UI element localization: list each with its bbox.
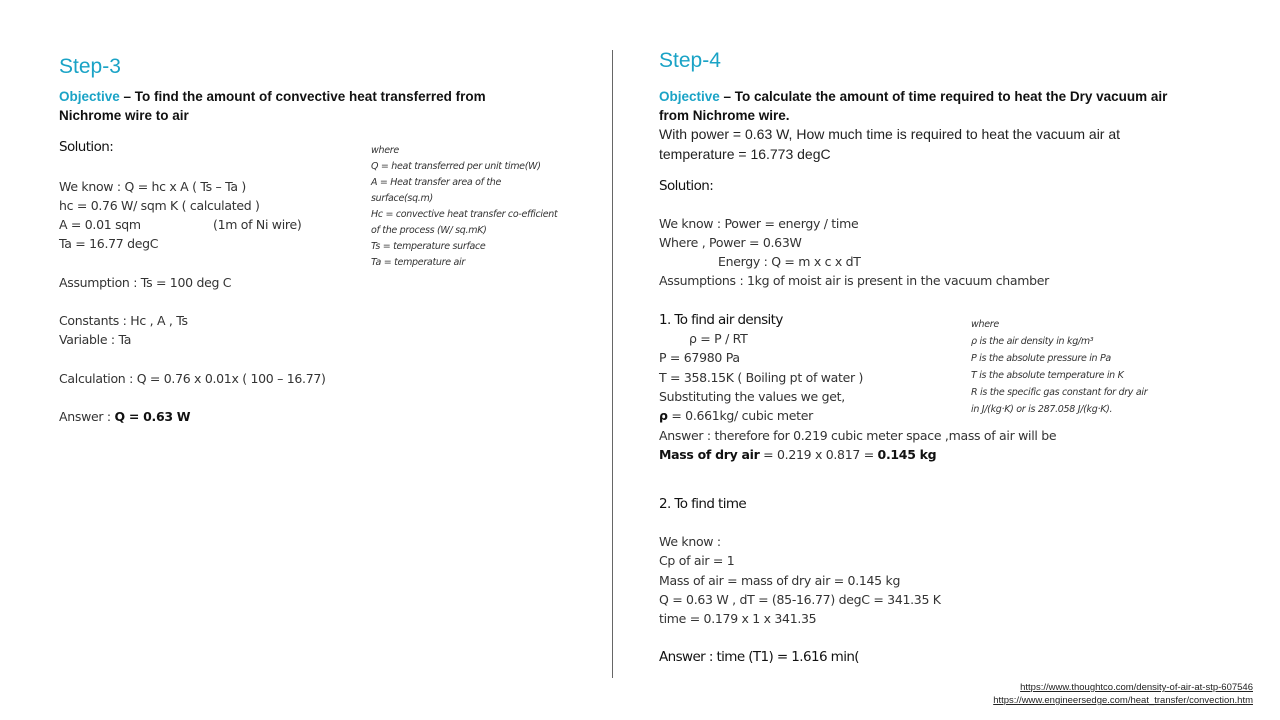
mass-value: 0.145 kg: [877, 447, 937, 462]
step3-hc: hc = 0.76 W/ sqm K ( calculated ): [59, 198, 260, 213]
step4-where-power: Where , Power = 0.63W: [659, 235, 802, 250]
answer-value: Q = 0.63 W: [114, 409, 191, 424]
step4-we-know2: We know :: [659, 534, 721, 549]
step4-pressure: P = 67980 Pa: [659, 350, 740, 365]
step4-cp: Cp of air = 1: [659, 553, 735, 568]
step4-rho-formula: ρ = P / RT: [689, 331, 748, 346]
step4-legend: [971, 316, 1147, 418]
step4-answer1: Answer : therefore for 0.219 cubic meter space ,mass of air will be: [659, 428, 1057, 443]
rho-value: = 0.661kg/ cubic meter: [667, 408, 813, 423]
step3-solution-label: Solution:: [59, 139, 114, 155]
legend-line: A = Heat transfer area of the: [371, 177, 502, 188]
answer-label: Answer :: [59, 409, 115, 424]
legend-line: ρ is the air density in kg/m³: [971, 336, 1094, 347]
reference-link-thoughtco[interactable]: https://www.thoughtco.com/density-of-air-at-stp-607546: [1020, 682, 1253, 693]
legend-line: in J/(kg·K) or is 287.058 J/(kg·K).: [971, 404, 1113, 415]
step4-sub1-title: 1. To find air density: [659, 312, 783, 328]
legend-line: R is the specific gas constant for dry air: [971, 387, 1148, 398]
step3-title: Step-3: [59, 55, 121, 78]
step3-constants: Constants : Hc , A , Ts: [59, 313, 188, 328]
legend-line: surface(sq.m): [371, 193, 433, 204]
legend-line: where: [371, 145, 399, 156]
objective-label: Objective: [659, 89, 720, 104]
step4-title: Step-4: [659, 49, 721, 72]
step3-area: A = 0.01 sqm: [59, 217, 141, 232]
step4-question: With power = 0.63 W, How much time is required to heat the vacuum air at temperature = 16.773 degC: [659, 126, 1121, 162]
legend-line: Ts = temperature surface: [371, 241, 486, 252]
objective-text: – To calculate the amount of time required to heat the Dry vacuum air from Nichrome wire.: [659, 89, 1168, 123]
legend-line: Hc = convective heat transfer co-efficient: [371, 209, 558, 220]
step4-temperature: T = 358.15K ( Boiling pt of water ): [659, 370, 864, 385]
legend-line: Q = heat transferred per unit time(W): [371, 161, 541, 172]
reference-link-engineersedge[interactable]: https://www.engineersedge.com/heat_transfer/convection.htm: [993, 695, 1253, 706]
step3-answer: [59, 409, 190, 424]
legend-line: of the process (W/ sq.mK): [371, 225, 487, 236]
step4-objective: [659, 87, 1179, 125]
step4-substituting: Substituting the values we get,: [659, 389, 845, 404]
objective-text: – To find the amount of convective heat transferred from Nichrome wire to air: [59, 89, 486, 123]
column-divider: [612, 50, 613, 678]
legend-line: P is the absolute pressure in Pa: [971, 353, 1111, 364]
step4-mass-air: Mass of air = mass of dry air = 0.145 kg: [659, 573, 901, 588]
step4-time-calc: time = 0.179 x 1 x 341.35: [659, 611, 817, 626]
step3-legend: [371, 143, 557, 271]
legend-line: T is the absolute temperature in K: [971, 370, 1124, 381]
mass-label: Mass of dry air: [659, 447, 760, 462]
legend-line: where: [971, 319, 999, 330]
step3-variable: Variable : Ta: [59, 332, 132, 347]
step4-rho-value: [659, 408, 813, 423]
legend-line: Ta = temperature air: [371, 257, 465, 268]
step4-solution-label: Solution:: [659, 178, 714, 194]
step3-area-note: (1m of Ni wire): [213, 217, 302, 232]
step4-assumptions: Assumptions : 1kg of moist air is present in the vacuum chamber: [659, 273, 1049, 288]
step4-sub2-title: 2. To find time: [659, 496, 747, 512]
step4-we-know: We know : Power = energy / time: [659, 216, 859, 231]
rho-symbol: ρ: [659, 408, 668, 423]
step3-ta: Ta = 16.77 degC: [59, 236, 159, 251]
step4-energy: Energy : Q = m x c x dT: [718, 254, 861, 269]
step3-objective: [59, 87, 529, 125]
objective-label: Objective: [59, 89, 120, 104]
step3-assumption: Assumption : Ts = 100 deg C: [59, 275, 232, 290]
step3-we-know: We know : Q = hc x A ( Ts – Ta ): [59, 179, 247, 194]
mass-calc: = 0.219 x 0.817 =: [759, 447, 878, 462]
step4-answer2: Answer : time (T1) = 1.616 min(: [659, 649, 859, 665]
step4-mass-dry-air: [659, 447, 936, 462]
step4-q-dt: Q = 0.63 W , dT = (85-16.77) degC = 341.35 K: [659, 592, 941, 607]
step3-calculation: Calculation : Q = 0.76 x 0.01x ( 100 – 16.77): [59, 371, 326, 386]
